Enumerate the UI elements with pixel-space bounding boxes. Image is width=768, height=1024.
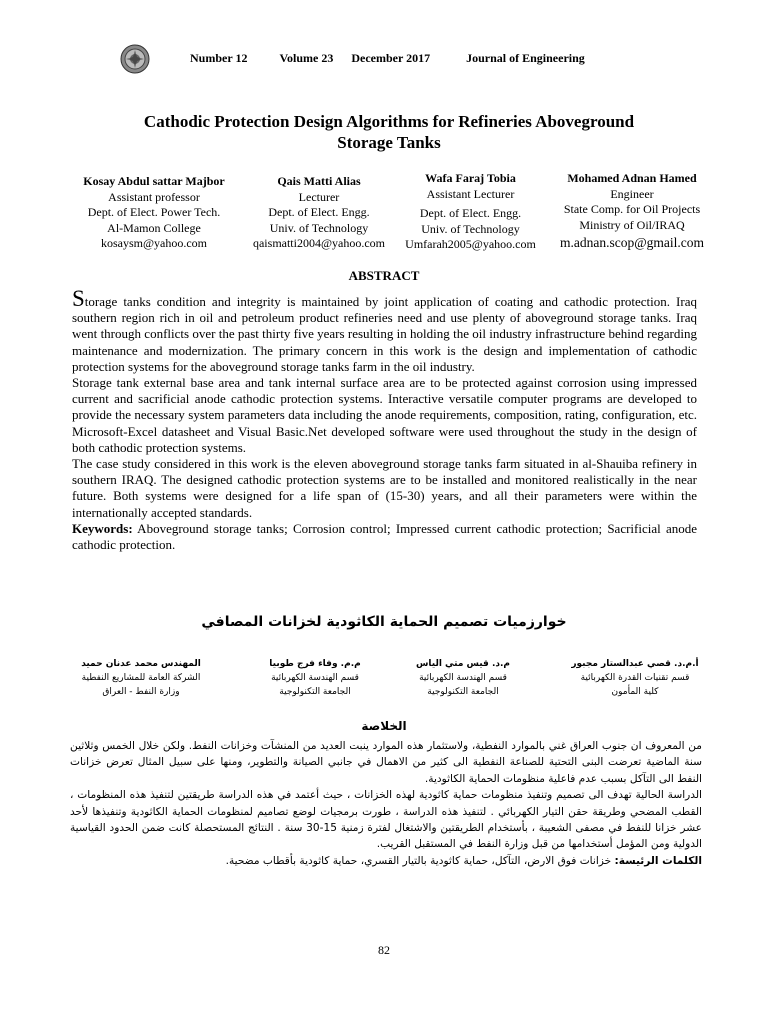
arabic-abstract-heading: الخلاصة [361, 719, 407, 733]
author-name: Wafa Faraj Tobia [425, 171, 516, 185]
author-name: Qais Matti Alias [277, 174, 361, 188]
arabic-paragraph-2: الدراسة الحالية تهدف الى تصميم وتنفيذ منظومات حماية كاثودية لهذه الخزانات ، حيث أعتمد في هذه الدراسة طريقتين لتنفيذ هذه المنظومات ، القطب المضحي وطريقة حقن التيار الكهربائي . لتنفيذ هذه الدراسة ، طورت برمجيات لوضع تصاميم لمنظومات الحماية الكاثودية وتنفيذها لأحد عشر خزانا للنفط في مصفى الشعيبة ، بأستخدام الطريقتين والاشتغال لفترة زمنية 15-30 سنة . النتائج المستحصلة كانت ضمن الحدود القياسية الدولية ومن المؤمل أستخدامها من قبل وزارة النفط في المستقبل القريب. [70, 789, 702, 851]
journal-seal-icon [120, 44, 150, 74]
drop-cap: S [72, 286, 85, 311]
arabic-keywords-label: الكلمات الرئيسة: [614, 854, 702, 867]
keywords-label: Keywords: [72, 520, 133, 536]
arabic-keywords: الكلمات الرئيسة: خزانات فوق الارض، التآكل، حماية كاثودية بالتيار القسري، حماية كاثودية بأقطاب مضحية. [225, 854, 702, 867]
arabic-author-1: المهندس محمد عدنان حميد الشركة العامة للمشاريع النفطية وزارة النفط - العراق [81, 659, 201, 697]
author-4: Mohamed Adnan Hamed Engineer State Comp. for Oil Projects Ministry of Oil/IRAQ m.adnan.scop@gmail.com [552, 171, 712, 251]
author-name: Mohamed Adnan Hamed [567, 171, 697, 185]
author-email[interactable]: qaismatti2004@yahoo.com [252, 236, 386, 250]
arabic-abstract-body [70, 738, 702, 869]
abstract-paragraph-1: Storage tanks condition and integrity is maintained by joint application of coating and cathodic protection. Iraq southern region rich in oil and petroleum product refineries need and use plenty of aboveground storage tanks. Iraq went through conflicts over the past thirty five years resulting in holding the oil industry infrastructure behind regarding maintenance and modernization. The primary concern in this work is the design and implementation of cathodic protection systems for the aboveground storage tanks farm in the oil industry. [72, 286, 697, 374]
journal-name: Journal of Engineering [466, 51, 585, 65]
page-number: 82 [378, 943, 390, 957]
keywords: Keywords: Aboveground storage tanks; Corrosion control; Impressed current cathodic protection; Sacrificial anode cathodic protection. [72, 520, 697, 553]
author-name: Kosay Abdul sattar Majbor [83, 174, 225, 188]
author-2: Qais Matti Alias Lecturer Dept. of Elect. Engg. Univ. of Technology qaismatti2004@yahoo.com [244, 174, 394, 252]
author-email[interactable]: m.adnan.scop@gmail.com [559, 235, 705, 250]
volume-number: Volume 23 [279, 51, 334, 65]
arabic-author-3: م.د. قيس متي الياس قسم الهندسة الكهربائية الجامعة التكنولوجية [415, 659, 511, 697]
abstract-paragraph-2: Storage tank external base area and tank internal surface area are to be protected against corrosion using impressed current and sacrificial anode cathodic protection systems. Interactive versatile computer programs are developed to provide the necessary system parameters data including the anode requirements, composition, rating, configuration, etc. Microsoft-Excel datasheet and Visual Basic.Net developed software were used throughout the study in the design of both cathodic protection systems. [72, 375, 697, 455]
paper-title: Cathodic Protection Design Algorithms for Refineries Aboveground Storage Tanks [143, 112, 635, 152]
author-email[interactable]: Umfarah2005@yahoo.com [405, 237, 536, 251]
issue-date: December 2017 [351, 51, 431, 65]
journal-header [190, 51, 585, 66]
abstract-heading: ABSTRACT [348, 268, 420, 283]
author-3: Wafa Faraj Tobia Assistant Lecturer Dept. of Elect. Engg. Univ. of Technology Umfarah2005@yahoo.com [398, 171, 543, 253]
author-1: Kosay Abdul sattar Majbor Assistant professor Dept. of Elect. Power Tech. Al-Mamon College kosaysm@yahoo.com [79, 174, 229, 252]
author-email[interactable]: kosaysm@yahoo.com [100, 236, 208, 250]
arabic-author-2: م.م. وفاء فرج طوبيا قسم الهندسة الكهربائية الجامعة التكنولوجية [269, 659, 361, 697]
issue-number: Number 12 [190, 51, 248, 65]
arabic-author-4: أ.م.د. قصي عبدالستار مجبور قسم تقنيات القدرة الكهربائية كلية المأمون [571, 659, 699, 697]
arabic-title: خوارزميات تصميم الحماية الكاثودية لخزانات المصافي [201, 614, 567, 630]
abstract-paragraph-3: The case study considered in this work is the eleven aboveground storage tanks farm situated in al-Shauiba refinery in southern IRAQ. The designed cathodic protection systems are to be installed and monitored realistically in the near future. Both systems were designed for a life span of (15-30) years, and all their parameters were within the internationally accepted standards. [72, 456, 697, 520]
abstract-body [72, 286, 697, 553]
arabic-paragraph-1: من المعروف ان جنوب العراق غني بالموارد النفطية، ولاستثمار هذه الموارد ينبت العديد من المنشآت وخزانات النفط. ولكن خلال الخمس وثلاثين سنة الماضية تعرضت البنى التحتية للصناعة النفطية الى كثير من الاهمال في جانبي الصيانة والتطوير، ومنها على سبيل المثال تعرض خزانات النفط الى التآكل بسبب عدم فاعلية منظومات الحماية الكاثودية. [70, 740, 702, 785]
